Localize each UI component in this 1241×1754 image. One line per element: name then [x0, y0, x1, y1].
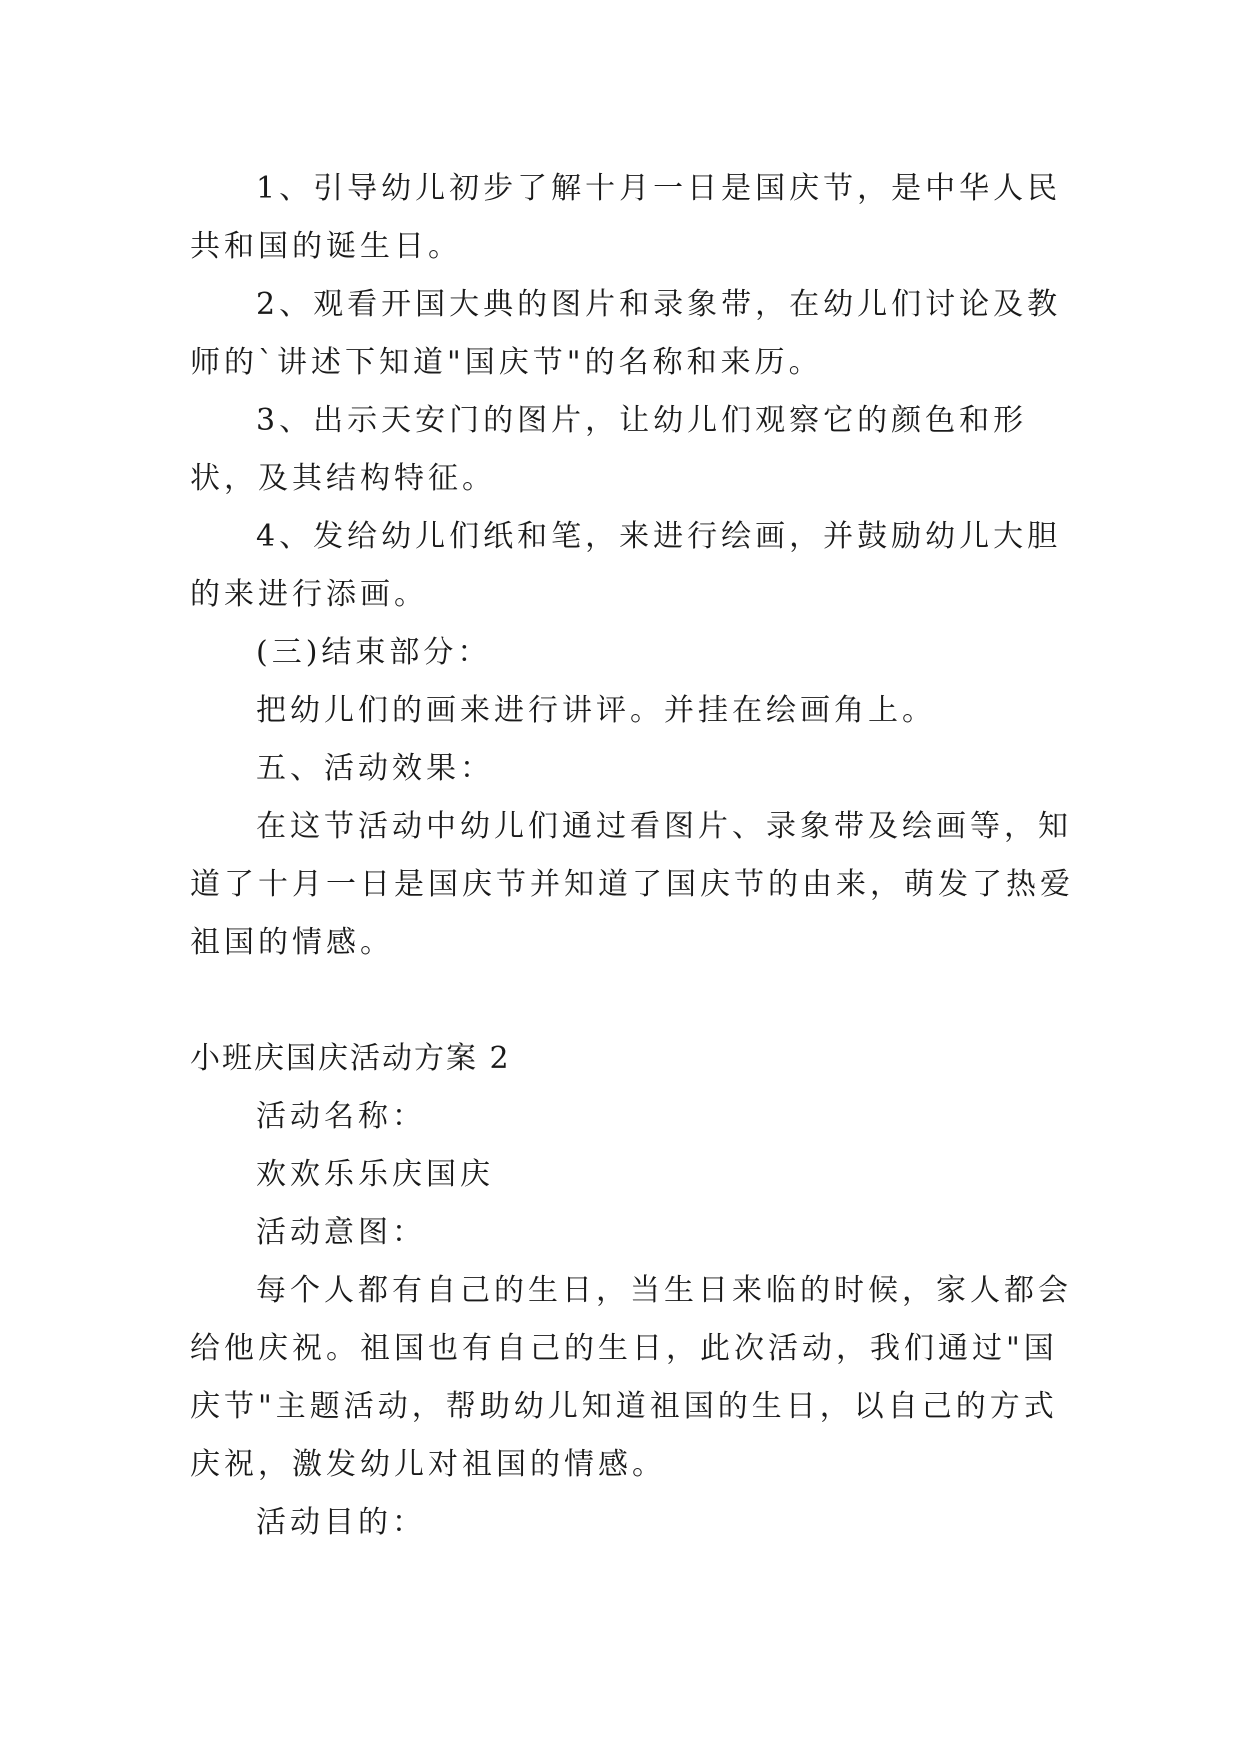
paragraph-objective-4: 4、发给幼儿们纸和笔，来进行绘画，并鼓励幼儿大胆的来进行添画。 — [190, 519, 1062, 612]
paragraph-objective-1: 1、引导幼儿初步了解十月一日是国庆节，是中华人民共和国的诞生日。 — [190, 171, 1062, 264]
heading-activity-name: 活动名称： — [256, 1099, 426, 1134]
paragraph-activity-effect: 在这节活动中幼儿们通过看图片、录象带及绘画等，知道了十月一日是国庆节并知道了国庆节的由来，萌发了热爱祖国的情感。 — [190, 809, 1074, 960]
heading-activity-effect: 五、活动效果： — [256, 751, 494, 786]
heading-activity-purpose: 活动目的： — [256, 1505, 426, 1540]
paragraph-activity-intent: 每个人都有自己的生日，当生日来临的时候，家人都会给他庆祝。祖国也有自己的生日，此次活动，我们通过"国庆节"主题活动，帮助幼儿知道祖国的生日，以自己的方式庆祝，激发幼儿对祖国的情感。 — [190, 1273, 1072, 1482]
heading-activity-intent: 活动意图： — [256, 1215, 426, 1250]
paragraph-ending-text: 把幼儿们的画来进行讲评。并挂在绘画角上。 — [256, 693, 936, 728]
paragraph-objective-3: 3、出示天安门的图片，让幼儿们观察它的颜色和形状，及其结构特征。 — [190, 403, 1028, 496]
section-title-plan-2: 小班庆国庆活动方案 2 — [190, 1041, 511, 1076]
heading-ending-section: (三)结束部分： — [256, 635, 492, 670]
paragraph-objective-2: 2、观看开国大典的图片和录象带，在幼儿们讨论及教师的`讲述下知道"国庆节"的名称和来历。 — [190, 287, 1062, 380]
paragraph-activity-name: 欢欢乐乐庆国庆 — [256, 1157, 494, 1192]
document-body — [190, 160, 1075, 1552]
